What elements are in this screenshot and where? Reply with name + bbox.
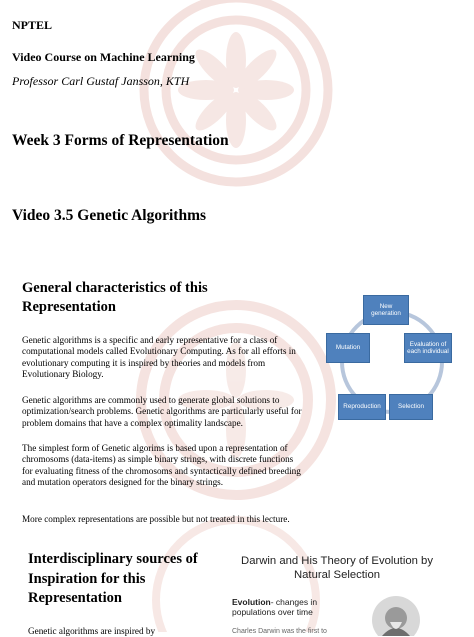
paragraph: The simplest form of Genetic algorims is based upon a representation of chromosoms (data-items) as simple binary strings, with discrete functions for evaluating fitness of the chromosoms and syntactically defined breeding and mutation operators designed for the binary strings. (22, 443, 301, 488)
node-new-generation: New generation (363, 295, 409, 325)
video-title: Video 3.5 Genetic Algorithms (12, 207, 207, 224)
section-heading: General characteristics of this Representation (22, 280, 208, 315)
darwin-cutoff-text: Charles Darwin was the first to (232, 628, 327, 635)
evolution-text: - changes in populations over time (232, 597, 318, 617)
section-heading-2: Interdisciplinary sources of Inspiration for this Representation (28, 551, 198, 606)
paragraph: Genetic algorithms is a specific and early representative for a class of computational models called Evolutionary Computing. As for all efforts in evolutionary computing it is inspired by theories and models from Evolutionary Biology. (22, 335, 296, 380)
paragraph: More complex representations are possible but not treated in this lecture. (22, 514, 290, 524)
node-mutation: Mutation (326, 333, 370, 363)
week-title: Week 3 Forms of Representation (12, 132, 229, 149)
darwin-slide-title: Darwin and His Theory of Evolution by Natural Selection (241, 555, 433, 581)
node-reproduction: Reproduction (338, 394, 386, 420)
paragraph: Genetic algorithms are inspired by (28, 626, 156, 636)
node-selection: Selection (389, 394, 433, 420)
evolution-bullet (232, 597, 362, 617)
paragraph: Genetic algorithms are commonly used to generate global solutions to optimization/search problems. Genetic algorithms are particularly useful for problem domains that have a complex optimality landscape. (22, 395, 302, 428)
evolution-label: Evolution (232, 597, 271, 607)
professor-name: Professor Carl Gustaf Jansson, KTH (12, 74, 190, 88)
org-label: NPTEL (12, 18, 53, 32)
ga-cycle-diagram (330, 290, 460, 430)
node-evaluation: Evaluation of each individual (404, 333, 452, 363)
darwin-portrait-image (362, 596, 422, 636)
course-title: Video Course on Machine Learning (12, 50, 195, 64)
